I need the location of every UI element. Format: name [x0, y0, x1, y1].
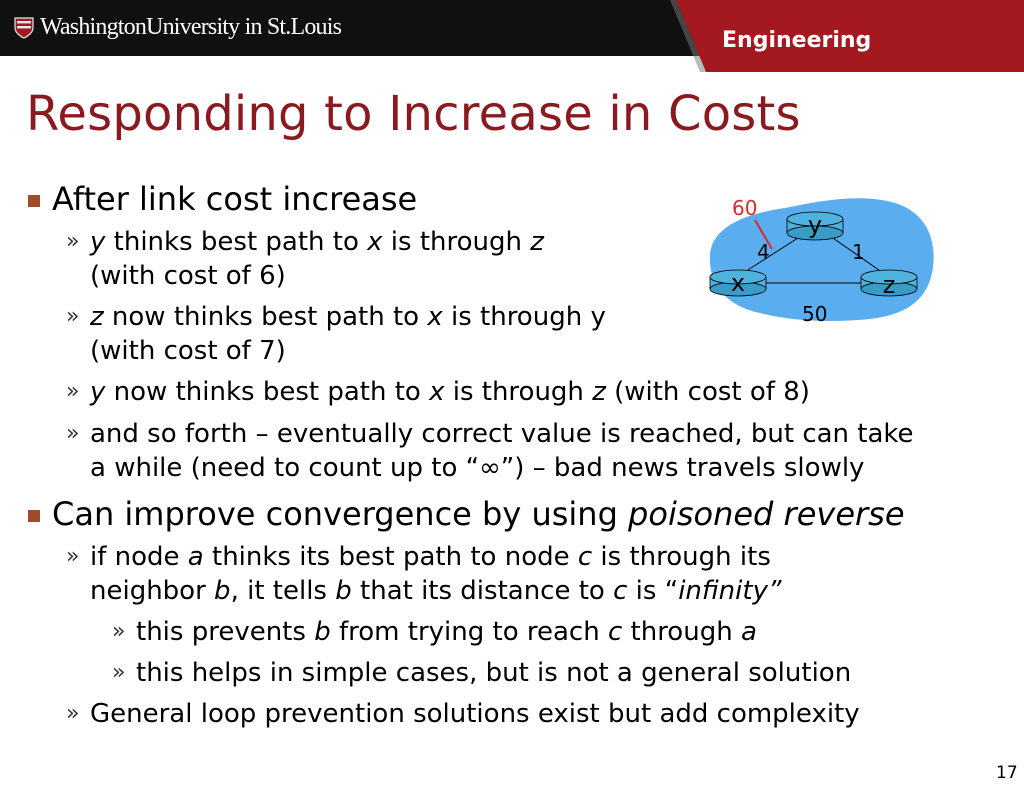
sub-bullet-marker: »	[66, 701, 80, 726]
sub-bullet-marker: »	[66, 229, 80, 254]
sub-bullet-if-node: if node a thinks its best path to node c is through its	[90, 542, 771, 572]
sub-bullet-if-node-cont: neighbor b, it tells b that its distance to c is “infinity”	[90, 576, 782, 606]
sub-sub-bullet-marker: »	[112, 660, 126, 685]
old-cost-label: 4	[757, 240, 770, 264]
sub-bullet-y-now-thinks: y now thinks best path to x is through z (with cost of 8)	[90, 377, 810, 407]
page-number: 17	[996, 763, 1018, 783]
cost-label-yz: 1	[852, 240, 865, 264]
slide-title: Responding to Increase in Costs	[26, 86, 801, 142]
node-label-z: z	[882, 271, 896, 299]
sub-bullet-and-so-forth-cont: a while (need to count up to “∞”) – bad news travels slowly	[90, 453, 865, 483]
sub-bullet-marker: »	[66, 421, 80, 446]
school-label: Engineering	[722, 28, 872, 53]
node-label-x: x	[730, 269, 746, 297]
sub-bullet-y-thinks-cont: (with cost of 6)	[90, 261, 286, 291]
network-diagram	[700, 183, 940, 328]
node-label-y: y	[807, 211, 823, 239]
sub-bullet-z-thinks-cont: (with cost of 7)	[90, 336, 286, 366]
university-logo	[14, 14, 341, 41]
bullet-square	[28, 510, 40, 522]
sub-bullet-marker: »	[66, 379, 80, 404]
shield-icon	[14, 17, 34, 39]
sub-sub-bullet-simple-cases: this helps in simple cases, but is not a general solution	[136, 658, 852, 688]
bullet-link-cost-increase: After link cost increase	[52, 180, 418, 218]
sub-bullet-and-so-forth: and so forth – eventually correct value is reached, but can take	[90, 419, 914, 449]
sub-bullet-marker: »	[66, 544, 80, 569]
sub-bullet-marker: »	[66, 304, 80, 329]
sub-bullet-z-thinks: z now thinks best path to x is through y	[90, 302, 606, 332]
sub-sub-bullet-prevents: this prevents b from trying to reach c through a	[136, 617, 757, 647]
new-cost-label: 60	[732, 196, 758, 220]
sub-bullet-y-thinks: y thinks best path to x is through z	[90, 227, 544, 257]
bullet-poisoned-reverse: Can improve convergence by using poisoned reverse	[52, 495, 905, 533]
bullet-square	[28, 195, 40, 207]
sub-bullet-general-loop: General loop prevention solutions exist but add complexity	[90, 699, 860, 729]
university-name: WashingtonUniversity in St.Louis	[40, 14, 342, 40]
cost-label-xz: 50	[802, 302, 828, 326]
sub-sub-bullet-marker: »	[112, 619, 126, 644]
